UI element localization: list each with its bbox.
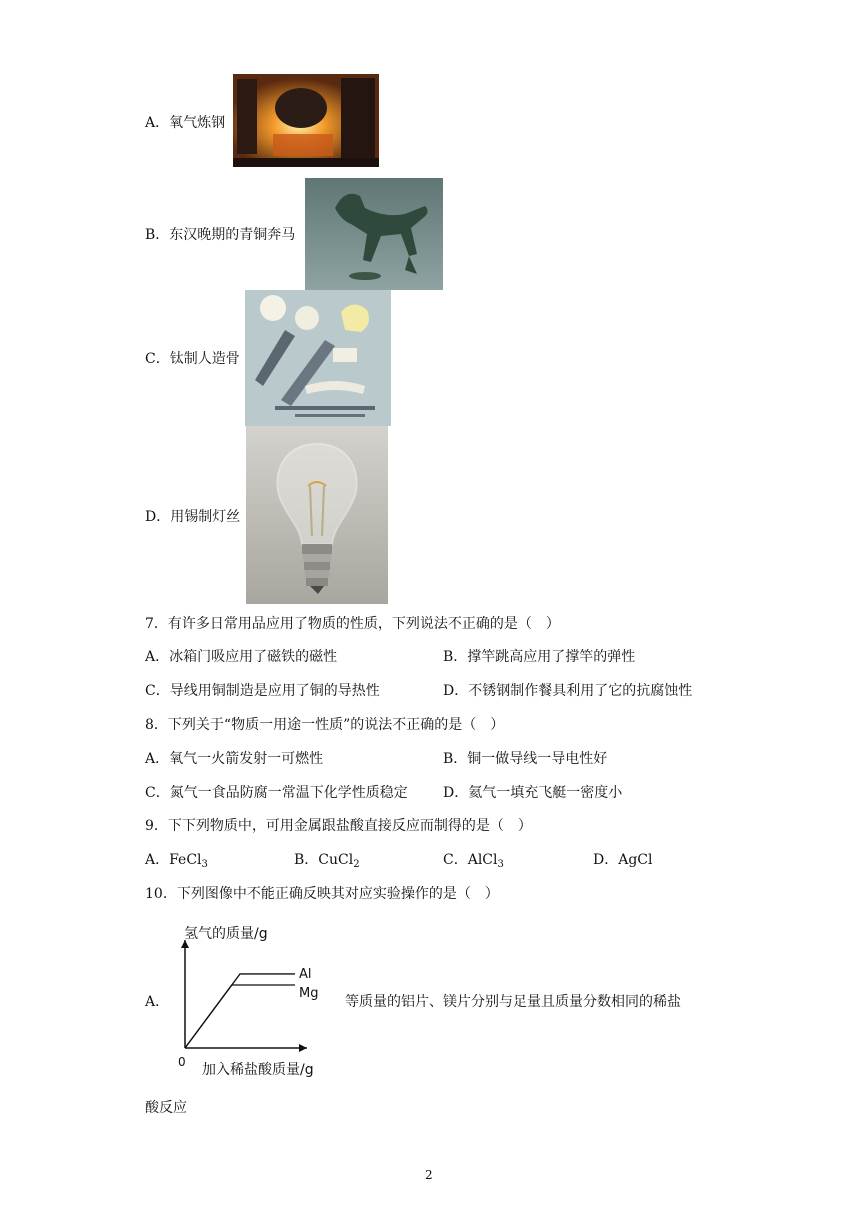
hydrogen-mass-chart [170, 918, 340, 1086]
q7-stem: 7．有许多日常用品应用了物质的性质，下列说法不正确的是（ ） [145, 616, 560, 632]
option-a-text: A．氧气炼钢 [145, 115, 226, 131]
q9-option-d: D．AgCl [593, 852, 653, 868]
q7-option-a: A．冰箱门吸应用了磁铁的磁性 [145, 649, 338, 665]
option-b-text: B．东汉晚期的青铜奔马 [145, 227, 296, 243]
q7-option-b: B．撑竿跳高应用了撑竿的弹性 [443, 649, 636, 665]
q8-option-d: D．氦气一填充飞艇一密度小 [443, 785, 623, 801]
option-d-text: D．用锡制灯丝 [145, 509, 241, 525]
titanium-bone-photo [245, 290, 391, 426]
x-axis-label: 加入稀盐酸质量/g [202, 1062, 314, 1078]
q10-option-a-text-cont: 酸反应 [145, 1100, 187, 1116]
q8-option-c: C．氮气一食品防腐一常温下化学性质稳定 [145, 785, 408, 801]
y-axis-label: 氢气的质量/g [184, 926, 268, 942]
q7-option-d: D．不锈钢制作餐具利用了它的抗腐蚀性 [443, 683, 693, 699]
q8-option-b: B．铜一做导线一导电性好 [443, 751, 608, 767]
q10-option-a-label: A． [145, 994, 170, 1010]
q10-option-a-text: 等质量的铝片、镁片分别与足量且质量分数相同的稀盐 [345, 994, 681, 1010]
q9-option-b: B．CuCl$_2$ [294, 852, 360, 870]
q8-stem: 8．下列关于“物质一用途一性质”的说法不正确的是（ ） [145, 717, 505, 733]
option-c-text: C．钛制人造骨 [145, 351, 240, 367]
series-label-al: Al [299, 966, 312, 982]
steelmaking-photo [233, 74, 379, 167]
q10-stem: 10．下列图像中不能正确反映其对应实验操作的是（ ） [145, 886, 499, 902]
q8-option-a: A．氧气一火箭发射一可燃性 [145, 751, 324, 767]
x-axis-arrow [299, 1044, 307, 1052]
series-label-mg: Mg [299, 986, 319, 1002]
q9-option-c: C．AlCl$_3$ [443, 852, 504, 870]
q9-stem: 9．下下列物质中，可用金属跟盐酸直接反应而制得的是（ ） [145, 818, 532, 834]
q7-option-c: C．导线用铜制造是应用了铜的导热性 [145, 683, 380, 699]
origin-label: 0 [178, 1055, 186, 1069]
series-line-mg [185, 985, 295, 1048]
light-bulb-photo [246, 426, 388, 604]
page-number: 2 [425, 1168, 433, 1182]
q9-option-a: A．FeCl$_3$ [145, 852, 208, 870]
bronze-horse-photo [305, 178, 443, 290]
